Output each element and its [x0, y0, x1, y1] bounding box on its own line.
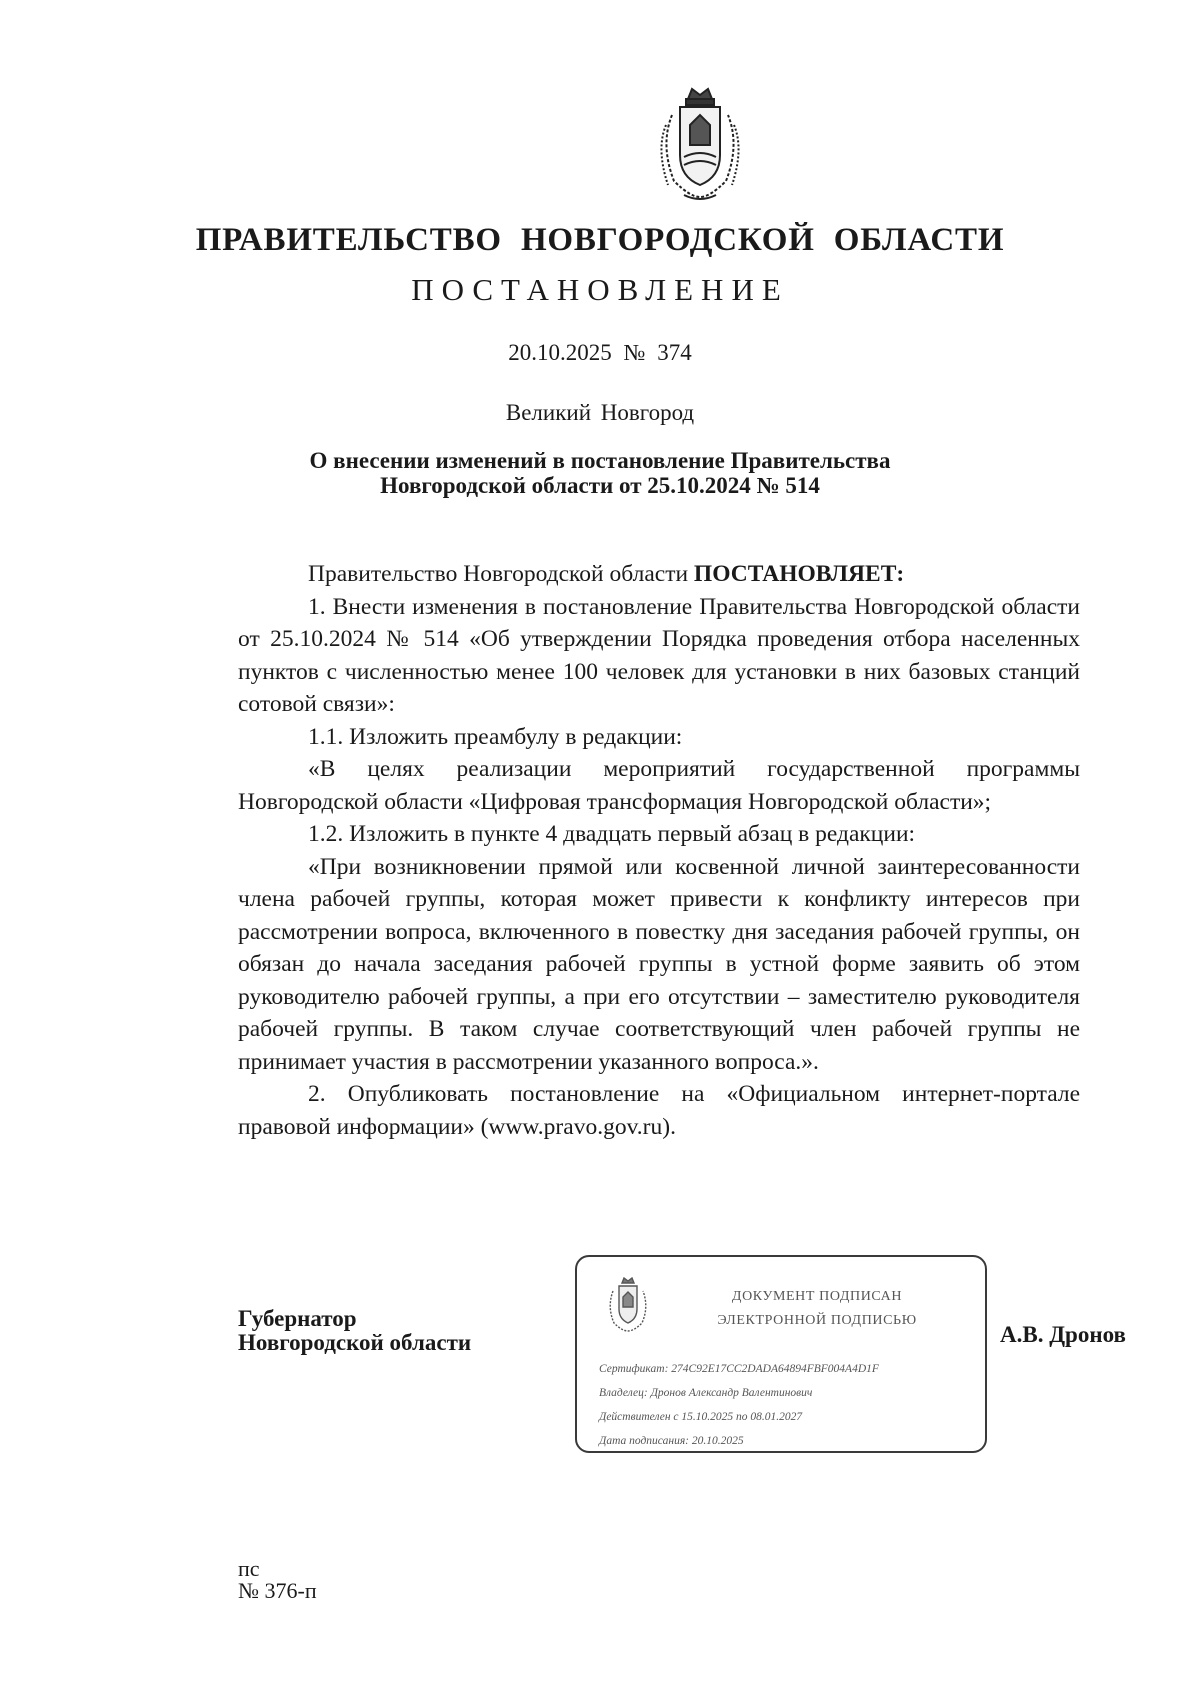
stamp-title [687, 1285, 947, 1333]
signatory-position [238, 1307, 471, 1355]
signatory-name: А.В. Дронов [1000, 1322, 1126, 1347]
stamp-owner: Владелец: Дронов Александр Валентинович [599, 1387, 813, 1399]
document-date-number: 20.10.2025 № 374 [508, 340, 692, 365]
position-line-2: Новгородской области [238, 1330, 472, 1355]
stamp-title-line-2: ЭЛЕКТРОННОЙ ПОДПИСЬЮ [717, 1313, 917, 1328]
stamp-title-line-1: ДОКУМЕНТ ПОДПИСАН [731, 1289, 903, 1304]
preamble-text: Правительство Новгородской области [308, 561, 694, 587]
footer-registration [238, 1558, 317, 1602]
stamp-details [599, 1357, 979, 1453]
coat-of-arms-icon [650, 85, 750, 205]
footer-number: № 376-п [238, 1578, 317, 1603]
stamp-certificate: Сертификат: 274C92E17CC2DADA64894FBF004A4D1F [599, 1363, 879, 1375]
paragraph-1-1: 1.1. Изложить преамбулу в редакции: [308, 723, 683, 750]
electronic-signature-stamp [575, 1255, 987, 1453]
preamble [238, 558, 1080, 591]
document-place: Великий Новгород [505, 400, 695, 425]
footer-code: пс [238, 1556, 260, 1581]
stamp-validity: Действителен с 15.10.2025 по 08.01.2027 [599, 1411, 803, 1423]
paragraph-1: 1. Внести изменения в постановление Правительства Новгородской области от 25.10.2024 № 514 «Об утверждении Порядка проведения отбора населенных пунктов с численностью менее 100 человек для установки в них базовых станций сотовой связи»: [238, 593, 1080, 717]
subject-line-1: О внесении изменений в постановление Правительства [309, 448, 891, 473]
stamp-signed-date: Дата подписания: 20.10.2025 [599, 1435, 744, 1447]
position-line-1: Губернатор [238, 1306, 357, 1331]
paragraph-2: 2. Опубликовать постановление на «Официальном интернет-портале правовой информации» (www.pravo.gov.ru). [238, 1081, 1080, 1140]
preamble-decree: ПОСТАНОВЛЯЕТ: [693, 561, 905, 587]
subject-line-2: Новгородской области от 25.10.2024 № 514 [380, 473, 820, 498]
paragraph-1-1-text: «В целях реализации мероприятий государственной программы Новгородской области «Цифровая трансформация Новгородской области»; [238, 756, 1080, 815]
stamp-coat-of-arms-icon [605, 1277, 651, 1333]
paragraph-1-2: 1.2. Изложить в пункте 4 двадцать первый абзац в редакции: [308, 821, 916, 847]
document-subject [0, 448, 1200, 498]
paragraph-1-2-text: «При возникновении прямой или косвенной личной заинтересованности члена рабочей группы, которая может привести к конфликту интересов при рассмотрении вопроса, включенного в повестку дня заседания рабочей группы, он обязан до начала заседания рабочей группы в устной форме заявить об этом руководителю рабочей группы, а при его отсутствии – заместителю руководителя рабочей группы. В таком случае соответствующий член рабочей группы не принимает участия в рассмотрении указанного вопроса.». [238, 853, 1080, 1075]
government-title: ПРАВИТЕЛЬСТВО НОВГОРОДСКОЙ ОБЛАСТИ [195, 222, 1005, 258]
document-body [238, 558, 1080, 1143]
document-type: ПОСТАНОВЛЕНИЕ [411, 272, 789, 307]
